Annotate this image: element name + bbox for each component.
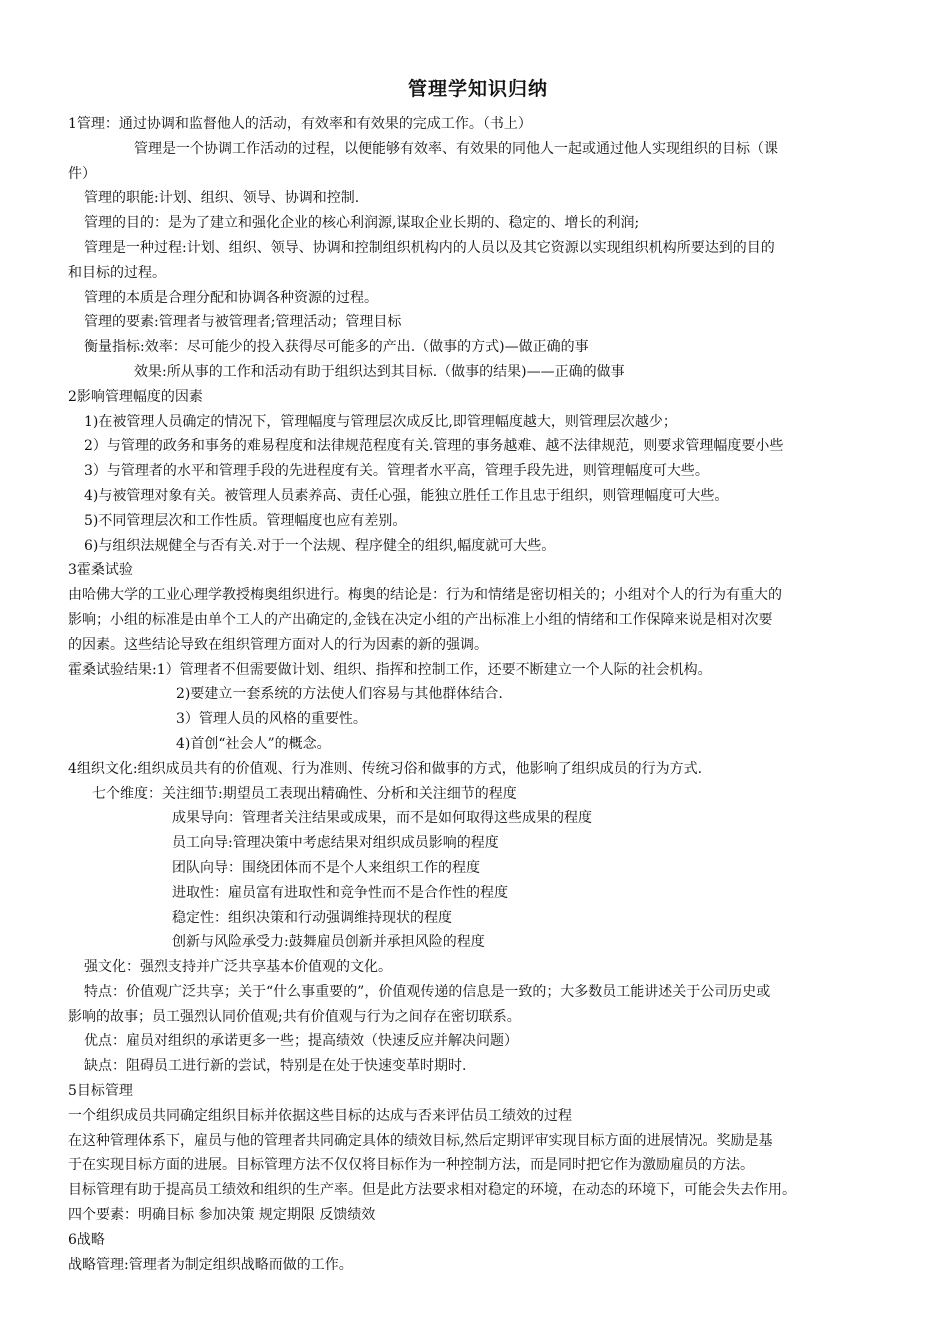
text-line: 管理是一种过程:计划、组织、领导、协调和控制组织机构内的人员以及其它资源以实现组织机构所要达到的目的 (84, 239, 775, 256)
text-line: 成果导向：管理者关注结果或成果，而不是如何取得这些成果的程度 (172, 810, 592, 827)
text-line: 件） (68, 165, 96, 182)
text-line: 创新与风险承受力:鼓舞雇员创新并承担风险的程度 (172, 934, 485, 951)
text-line: 在这种管理体系下，雇员与他的管理者共同确定具体的绩效目标,然后定期评审实现目标方面的进展情况。奖励是基 (68, 1132, 773, 1149)
text-line: 战略管理:管理者为制定组织战略而做的工作。 (68, 1256, 353, 1273)
text-line: 管理的要素:管理者与被管理者;管理活动；管理目标 (84, 314, 402, 331)
text-line: 1)在被管理人员确定的情况下，管理幅度与管理层次成反比,即管理幅度越大，则管理层次越少； (84, 413, 677, 430)
text-line: 6)与组织法规健全与否有关.对于一个法规、程序健全的组织,幅度就可大些。 (84, 537, 556, 554)
text-line: 5)不同管理层次和工作性质。管理幅度也应有差别。 (84, 512, 407, 529)
text-line: 优点：雇员对组织的承诺更多一些；提高绩效（快速反应并解决问题） (84, 1033, 518, 1050)
text-line: 4)与被管理对象有关。被管理人员素养高、责任心强，能独立胜任工作且忠于组织，则管理幅度可大些。 (84, 487, 729, 504)
text-line: 管理的职能:计划、组织、领导、协调和控制. (84, 190, 360, 207)
text-line: 目标管理有助于提高员工绩效和组织的生产率。但是此方法要求相对稳定的环境，在动态的环境下，可能会失去作用。 (68, 1182, 796, 1199)
text-line: 3霍桑试验 (68, 562, 133, 579)
text-line: 效果:所从事的工作和活动有助于组织达到其目标.（做事的结果)——正确的做事 (134, 363, 625, 380)
text-line: 3）与管理者的水平和管理手段的先进程度有关。管理者水平高，管理手段先进，则管理幅度可大些。 (84, 463, 709, 480)
text-line: 管理是一个协调工作活动的过程，以便能够有效率、有效果的同他人一起或通过他人实现组织的目标（课 (134, 140, 778, 157)
text-line: 一个组织成员共同确定组织目标并依据这些目标的达成与否来评估员工绩效的过程 (68, 1107, 572, 1124)
document-body (68, 112, 888, 1277)
text-line: 于在实现目标方面的进展。目标管理方法不仅仅将目标作为一种控制方法，而是同时把它作为激励雇员的方法。 (68, 1157, 754, 1174)
text-line: 影响的故事；员工强烈认同价值观;共有价值观与行为之间存在密切联系。 (68, 1008, 521, 1025)
text-line: 的因素。这些结论导致在组织管理方面对人的行为因素的新的强调。 (68, 636, 488, 653)
text-line: 特点：价值观广泛共享；关于“什么事重要的”，价值观传递的信息是一致的；大多数员工能讲述关于公司历史或 (84, 983, 771, 1000)
text-line: 员工向导:管理决策中考虑结果对组织成员影响的程度 (172, 835, 499, 852)
text-line: 四个要素：明确目标 参加决策 规定期限 反馈绩效 (68, 1207, 376, 1224)
document-title: 管理学知识归纳 (407, 78, 548, 100)
text-line: 5目标管理 (68, 1083, 133, 1100)
text-line: 4组织文化:组织成员共有的价值观、行为准则、传统习俗和做事的方式，他影响了组织成员的行为方式. (68, 760, 703, 777)
document-page (68, 78, 888, 1277)
text-line: 进取性：雇员富有进取性和竞争性而不是合作性的程度 (172, 884, 508, 901)
text-line: 由哈佛大学的工业心理学教授梅奥组织进行。梅奥的结论是：行为和情绪是密切相关的；小组对个人的行为有重大的 (68, 587, 782, 604)
text-line: 2）与管理的政务和事务的难易程度和法律规范程度有关.管理的事务越难、越不法律规范，则要求管理幅度要小些 (84, 438, 784, 455)
text-line: 3）管理人员的风格的重要性。 (176, 711, 367, 728)
text-line: 七个维度：关注细节:期望员工表现出精确性、分析和关注细节的程度 (92, 785, 517, 802)
text-line: 霍桑试验结果:1）管理者不但需要做计划、组织、指挥和控制工作，还要不断建立一个人际的社会机构。 (68, 661, 712, 678)
text-line: 影响；小组的标准是由单个工人的产出确定的,金钱在决定小组的产出标准上小组的情绪和工作保障来说是相对次要 (68, 611, 773, 628)
text-line: 强文化：强烈支持并广泛共享基本价值观的文化。 (84, 959, 392, 976)
text-line: 2)要建立一套系统的方法使人们容易与其他群体结合. (176, 686, 503, 703)
text-line: 团队向导：围绕团体而不是个人来组织工作的程度 (172, 859, 480, 876)
text-line: 稳定性：组织决策和行动强调维持现状的程度 (172, 909, 452, 926)
text-line: 和目标的过程。 (68, 264, 166, 281)
text-line: 6战略 (68, 1231, 105, 1248)
text-line: 缺点：阻碍员工进行新的尝试，特别是在处于快速变革时期时. (84, 1058, 467, 1075)
text-line: 4)首创“社会人”的概念。 (176, 735, 331, 752)
text-line: 管理的本质是合理分配和协调各种资源的过程。 (84, 289, 378, 306)
text-line: 衡量指标:效率：尽可能少的投入获得尽可能多的产出.（做事的方式)—做正确的事 (84, 339, 589, 356)
text-line: 1管理：通过协调和监督他人的活动，有效率和有效果的完成工作。（书上） (68, 116, 532, 132)
text-line: 2影响管理幅度的因素 (68, 388, 203, 405)
text-line: 管理的目的：是为了建立和强化企业的核心利润源,谋取企业长期的、稳定的、增长的利润; (84, 215, 640, 232)
